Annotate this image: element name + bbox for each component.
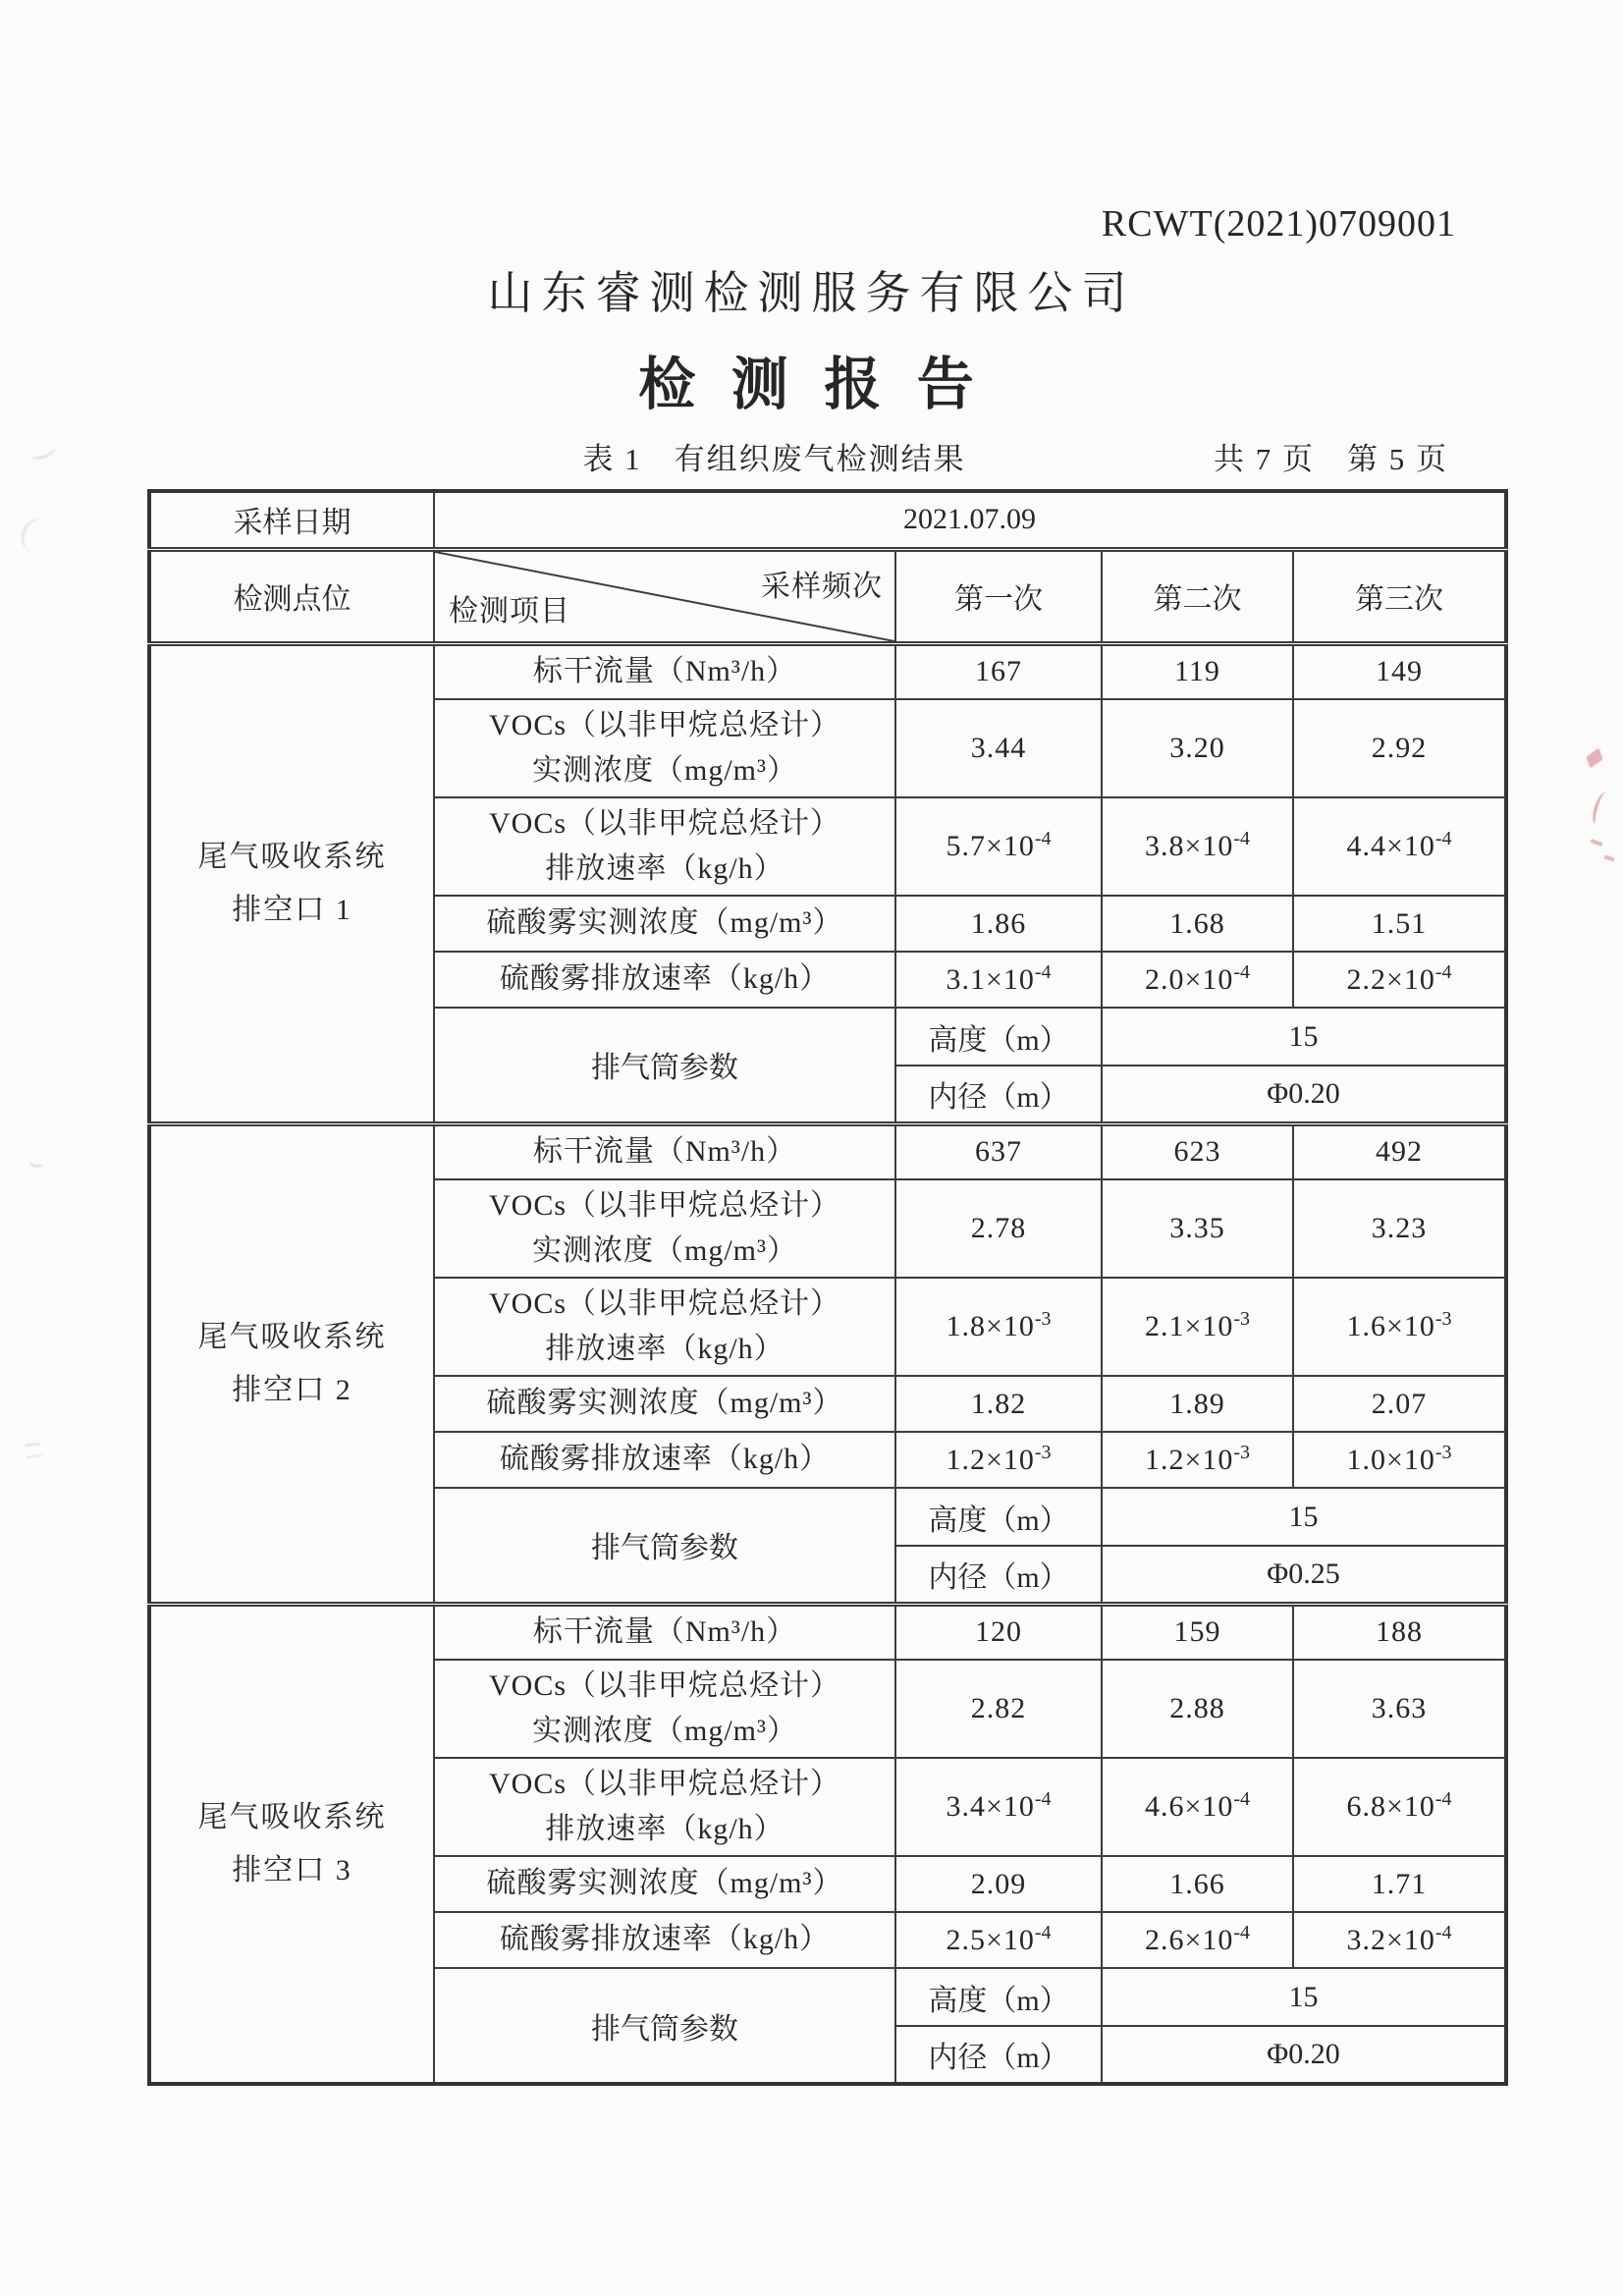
point-column-label: 检测点位 — [149, 549, 434, 643]
stack-height-label: 高度（m） — [895, 1008, 1102, 1066]
label-line: 硫酸雾排放速率（kg/h） — [499, 1923, 831, 1956]
point-line: 排空口 1 — [232, 893, 352, 926]
value-cell: 3.23 — [1293, 1179, 1506, 1278]
label-line: VOCs（以非甲烷总烃计） — [488, 1767, 840, 1800]
value-cell: 167 — [895, 643, 1102, 699]
value-cell: 1.68 — [1102, 896, 1293, 952]
value-cell: 119 — [1102, 643, 1293, 699]
point-line: 排空口 3 — [232, 1853, 352, 1886]
value-cell: 149 — [1293, 643, 1506, 699]
value-cell: $2.6\times 10^{-4}$ — [1102, 1912, 1293, 1968]
table-row — [149, 643, 1506, 699]
value-cell: 159 — [1102, 1604, 1293, 1660]
value-cell: 2.88 — [1102, 1660, 1293, 1758]
monitoring-point-outlet-1 — [149, 643, 434, 1123]
value-cell: 188 — [1293, 1604, 1506, 1660]
label-line: 实测浓度（mg/m³） — [532, 754, 797, 787]
point-line: 排空口 2 — [232, 1373, 352, 1406]
label-line: 排放速率（kg/h） — [545, 1813, 784, 1845]
stack-diameter-label: 内径（m） — [895, 1066, 1102, 1123]
stack-diameter-label: 内径（m） — [895, 1546, 1102, 1604]
label-line: 硫酸雾排放速率（kg/h） — [499, 962, 831, 996]
value-cell: $5.7\times 10^{-4}$ — [895, 797, 1102, 896]
value-cell: 1.89 — [1102, 1376, 1293, 1432]
label-line: 实测浓度（mg/m³） — [532, 1715, 797, 1747]
value-cell: 3.20 — [1102, 699, 1293, 797]
value-cell: $4.4\times 10^{-4}$ — [1293, 797, 1506, 896]
diagonal-header-cell — [434, 549, 895, 643]
value-cell: $3.2\times 10^{-4}$ — [1293, 1912, 1506, 1968]
table-row — [149, 1604, 1506, 1660]
monitoring-point-outlet-2 — [149, 1123, 434, 1604]
label-line: 标干流量（Nm³/h） — [532, 655, 797, 687]
value-cell: 1.66 — [1102, 1856, 1293, 1912]
row-label — [434, 1179, 895, 1278]
stack-height-value: 15 — [1102, 1968, 1506, 2026]
row-label — [434, 1432, 895, 1488]
value-cell: 637 — [895, 1123, 1102, 1179]
table-row — [149, 1123, 1506, 1179]
row-label — [434, 896, 895, 952]
row-label — [434, 1278, 895, 1376]
point-line: 尾气吸收系统 — [197, 840, 387, 873]
value-cell: $2.2\times 10^{-4}$ — [1293, 952, 1506, 1008]
frequency-header-label: 采样频次 — [761, 570, 883, 603]
value-cell: $1.6\times 10^{-3}$ — [1293, 1278, 1506, 1376]
stack-params-label: 排气筒参数 — [434, 1968, 895, 2084]
value-cell: $4.6\times 10^{-4}$ — [1102, 1758, 1293, 1856]
value-cell: $1.2\times 10^{-3}$ — [895, 1432, 1102, 1488]
row-label — [434, 699, 895, 797]
label-line: 实测浓度（mg/m³） — [532, 1234, 797, 1267]
label-line: 硫酸雾实测浓度（mg/m³） — [486, 1387, 843, 1420]
value-cell: 3.35 — [1102, 1179, 1293, 1278]
column-header-row — [149, 549, 1506, 643]
value-cell: $6.8\times 10^{-4}$ — [1293, 1758, 1506, 1856]
label-line: 标干流量（Nm³/h） — [532, 1615, 797, 1648]
scan-artifact — [1586, 748, 1602, 769]
value-cell: 492 — [1293, 1123, 1506, 1179]
stack-params-label: 排气筒参数 — [434, 1488, 895, 1604]
sampling-date-value: 2021.07.09 — [434, 491, 1506, 549]
item-header-label: 检测项目 — [449, 594, 570, 628]
stack-height-label: 高度（m） — [895, 1488, 1102, 1546]
value-cell: $2.5\times 10^{-4}$ — [895, 1912, 1102, 1968]
run-header-2: 第二次 — [1102, 549, 1293, 643]
label-line: VOCs（以非甲烷总烃计） — [488, 1188, 840, 1222]
scan-artifact — [25, 1443, 41, 1458]
results-table — [147, 489, 1508, 2086]
row-label — [434, 797, 895, 896]
monitoring-point-outlet-3 — [149, 1604, 434, 2084]
row-label — [434, 952, 895, 1008]
scan-artifact — [16, 514, 60, 559]
stack-diameter-value: Φ0.20 — [1102, 1066, 1506, 1123]
scan-artifact — [1591, 791, 1611, 826]
row-label — [434, 1660, 895, 1758]
value-cell: $1.8\times 10^{-3}$ — [895, 1278, 1102, 1376]
scan-artifact — [1591, 839, 1603, 847]
label-line: VOCs（以非甲烷总烃计） — [488, 806, 840, 840]
stack-height-value: 15 — [1102, 1488, 1506, 1546]
value-cell: $3.4\times 10^{-4}$ — [895, 1758, 1102, 1856]
row-label — [434, 1856, 895, 1912]
value-cell: 2.07 — [1293, 1376, 1506, 1432]
value-cell: 1.71 — [1293, 1856, 1506, 1912]
stack-diameter-label: 内径（m） — [895, 2026, 1102, 2084]
label-line: 排放速率（kg/h） — [545, 1333, 784, 1365]
value-cell: 623 — [1102, 1123, 1293, 1179]
label-line: 标干流量（Nm³/h） — [532, 1135, 797, 1168]
label-line: VOCs（以非甲烷总烃计） — [488, 1668, 840, 1702]
stack-params-label: 排气筒参数 — [434, 1008, 895, 1123]
value-cell: 2.82 — [895, 1660, 1102, 1758]
row-label — [434, 1758, 895, 1856]
value-cell: 1.51 — [1293, 896, 1506, 952]
value-cell: 3.63 — [1293, 1660, 1506, 1758]
stack-height-label: 高度（m） — [895, 1968, 1102, 2026]
value-cell: 3.44 — [895, 699, 1102, 797]
run-header-3: 第三次 — [1293, 549, 1506, 643]
company-name: 山东睿测检测服务有限公司 — [487, 268, 1136, 318]
run-header-1: 第一次 — [895, 549, 1102, 643]
point-line: 尾气吸收系统 — [197, 1320, 387, 1353]
value-cell: 1.82 — [895, 1376, 1102, 1432]
stack-diameter-value: Φ0.20 — [1102, 2026, 1506, 2084]
row-label — [434, 1123, 895, 1179]
value-cell: 1.86 — [895, 896, 1102, 952]
row-label — [434, 643, 895, 699]
value-cell: 2.92 — [1293, 699, 1506, 797]
sampling-date-row — [149, 491, 1506, 549]
label-line: VOCs（以非甲烷总烃计） — [488, 708, 840, 741]
page-indicator: 共 7 页 第 5 页 — [1214, 442, 1448, 476]
label-line: 排放速率（kg/h） — [545, 852, 784, 885]
scan-artifact — [1604, 855, 1615, 861]
sampling-date-label: 采样日期 — [149, 491, 434, 549]
row-label — [434, 1604, 895, 1660]
table-caption-row — [0, 434, 1623, 477]
value-cell: 2.09 — [895, 1856, 1102, 1912]
stack-height-value: 15 — [1102, 1008, 1506, 1066]
label-line: 硫酸雾实测浓度（mg/m³） — [486, 906, 843, 940]
row-label — [434, 1912, 895, 1968]
label-line: 硫酸雾实测浓度（mg/m³） — [486, 1867, 843, 1900]
value-cell: $3.1\times 10^{-4}$ — [895, 952, 1102, 1008]
value-cell: $1.0\times 10^{-3}$ — [1293, 1432, 1506, 1488]
value-cell: $1.2\times 10^{-3}$ — [1102, 1432, 1293, 1488]
label-line: 硫酸雾排放速率（kg/h） — [499, 1443, 831, 1476]
report-number: RCWT(2021)0709001 — [1101, 203, 1456, 245]
value-cell: $3.8\times 10^{-4}$ — [1102, 797, 1293, 896]
value-cell: 120 — [895, 1604, 1102, 1660]
point-line: 尾气吸收系统 — [197, 1800, 387, 1833]
scan-artifact — [28, 1156, 44, 1169]
report-title: 检 测 报 告 — [638, 353, 985, 416]
row-label — [434, 1376, 895, 1432]
value-cell: $2.0\times 10^{-4}$ — [1102, 952, 1293, 1008]
stack-diameter-value: Φ0.25 — [1102, 1546, 1506, 1604]
label-line: VOCs（以非甲烷总烃计） — [488, 1286, 840, 1320]
value-cell: $2.1\times 10^{-3}$ — [1102, 1278, 1293, 1376]
table-caption: 表 1 有组织废气检测结果 — [582, 442, 966, 476]
value-cell: 2.78 — [895, 1179, 1102, 1278]
